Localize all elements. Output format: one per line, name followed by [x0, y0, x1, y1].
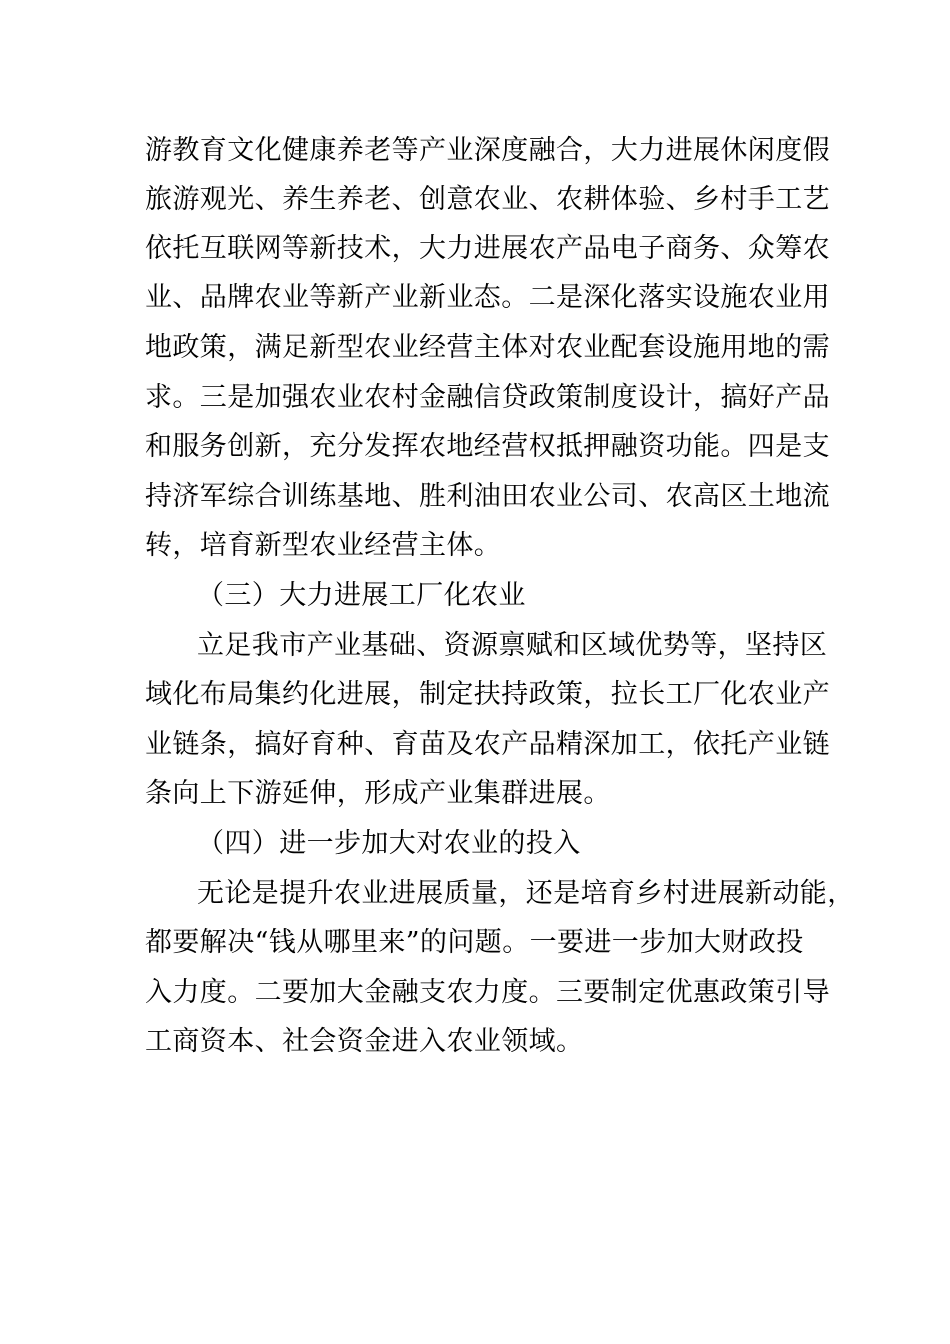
body-text-line: 转，培育新型农业经营主体。: [145, 530, 502, 561]
body-text-line: 持济军综合训练基地、胜利油田农业公司、农高区土地流: [145, 481, 830, 512]
body-text-line: 游教育文化健康养老等产业深度融合，大力进展休闲度假: [145, 135, 830, 166]
body-text-line: 旅游观光、养生养老、创意农业、农耕体验、乡村手工艺: [145, 184, 830, 215]
body-text-line: 和服务创新，充分发挥农地经营权抵押融资功能。四是支: [145, 431, 830, 462]
body-text-line: 无论是提升农业进展质量，还是培育乡村进展新动能，: [197, 878, 855, 909]
section-heading: （四）进一步加大对农业的投入: [197, 828, 581, 859]
body-text-line: 业链条，搞好育种、育苗及农产品精深加工，依托产业链: [145, 729, 830, 760]
body-text-line: 地政策，满足新型农业经营主体对农业配套设施用地的需: [145, 332, 830, 363]
body-text-line: 业、品牌农业等新产业新业态。二是深化落实设施农业用: [145, 282, 830, 313]
body-text-line: 立足我市产业基础、资源禀赋和区域优势等，坚持区: [197, 630, 828, 661]
section-heading: （三）大力进展工厂化农业: [197, 580, 526, 611]
body-text-line: 条向上下游延伸，形成产业集群进展。: [145, 778, 611, 809]
body-text-line: 都要解决“钱从哪里来”的问题。一要进一步加大财政投: [145, 927, 804, 958]
body-text-line: 求。三是加强农业农村金融信贷政策制度设计，搞好产品: [145, 382, 830, 413]
body-text-line: 入力度。二要加大金融支农力度。三要制定优惠政策引导: [145, 977, 830, 1008]
body-text-line: 工商资本、社会资金进入农业领域。: [145, 1026, 584, 1057]
body-text-line: 依托互联网等新技术，大力进展农产品电子商务、众筹农: [145, 233, 830, 264]
body-text-line: 域化布局集约化进展，制定扶持政策，拉长工厂化农业产: [145, 679, 830, 710]
